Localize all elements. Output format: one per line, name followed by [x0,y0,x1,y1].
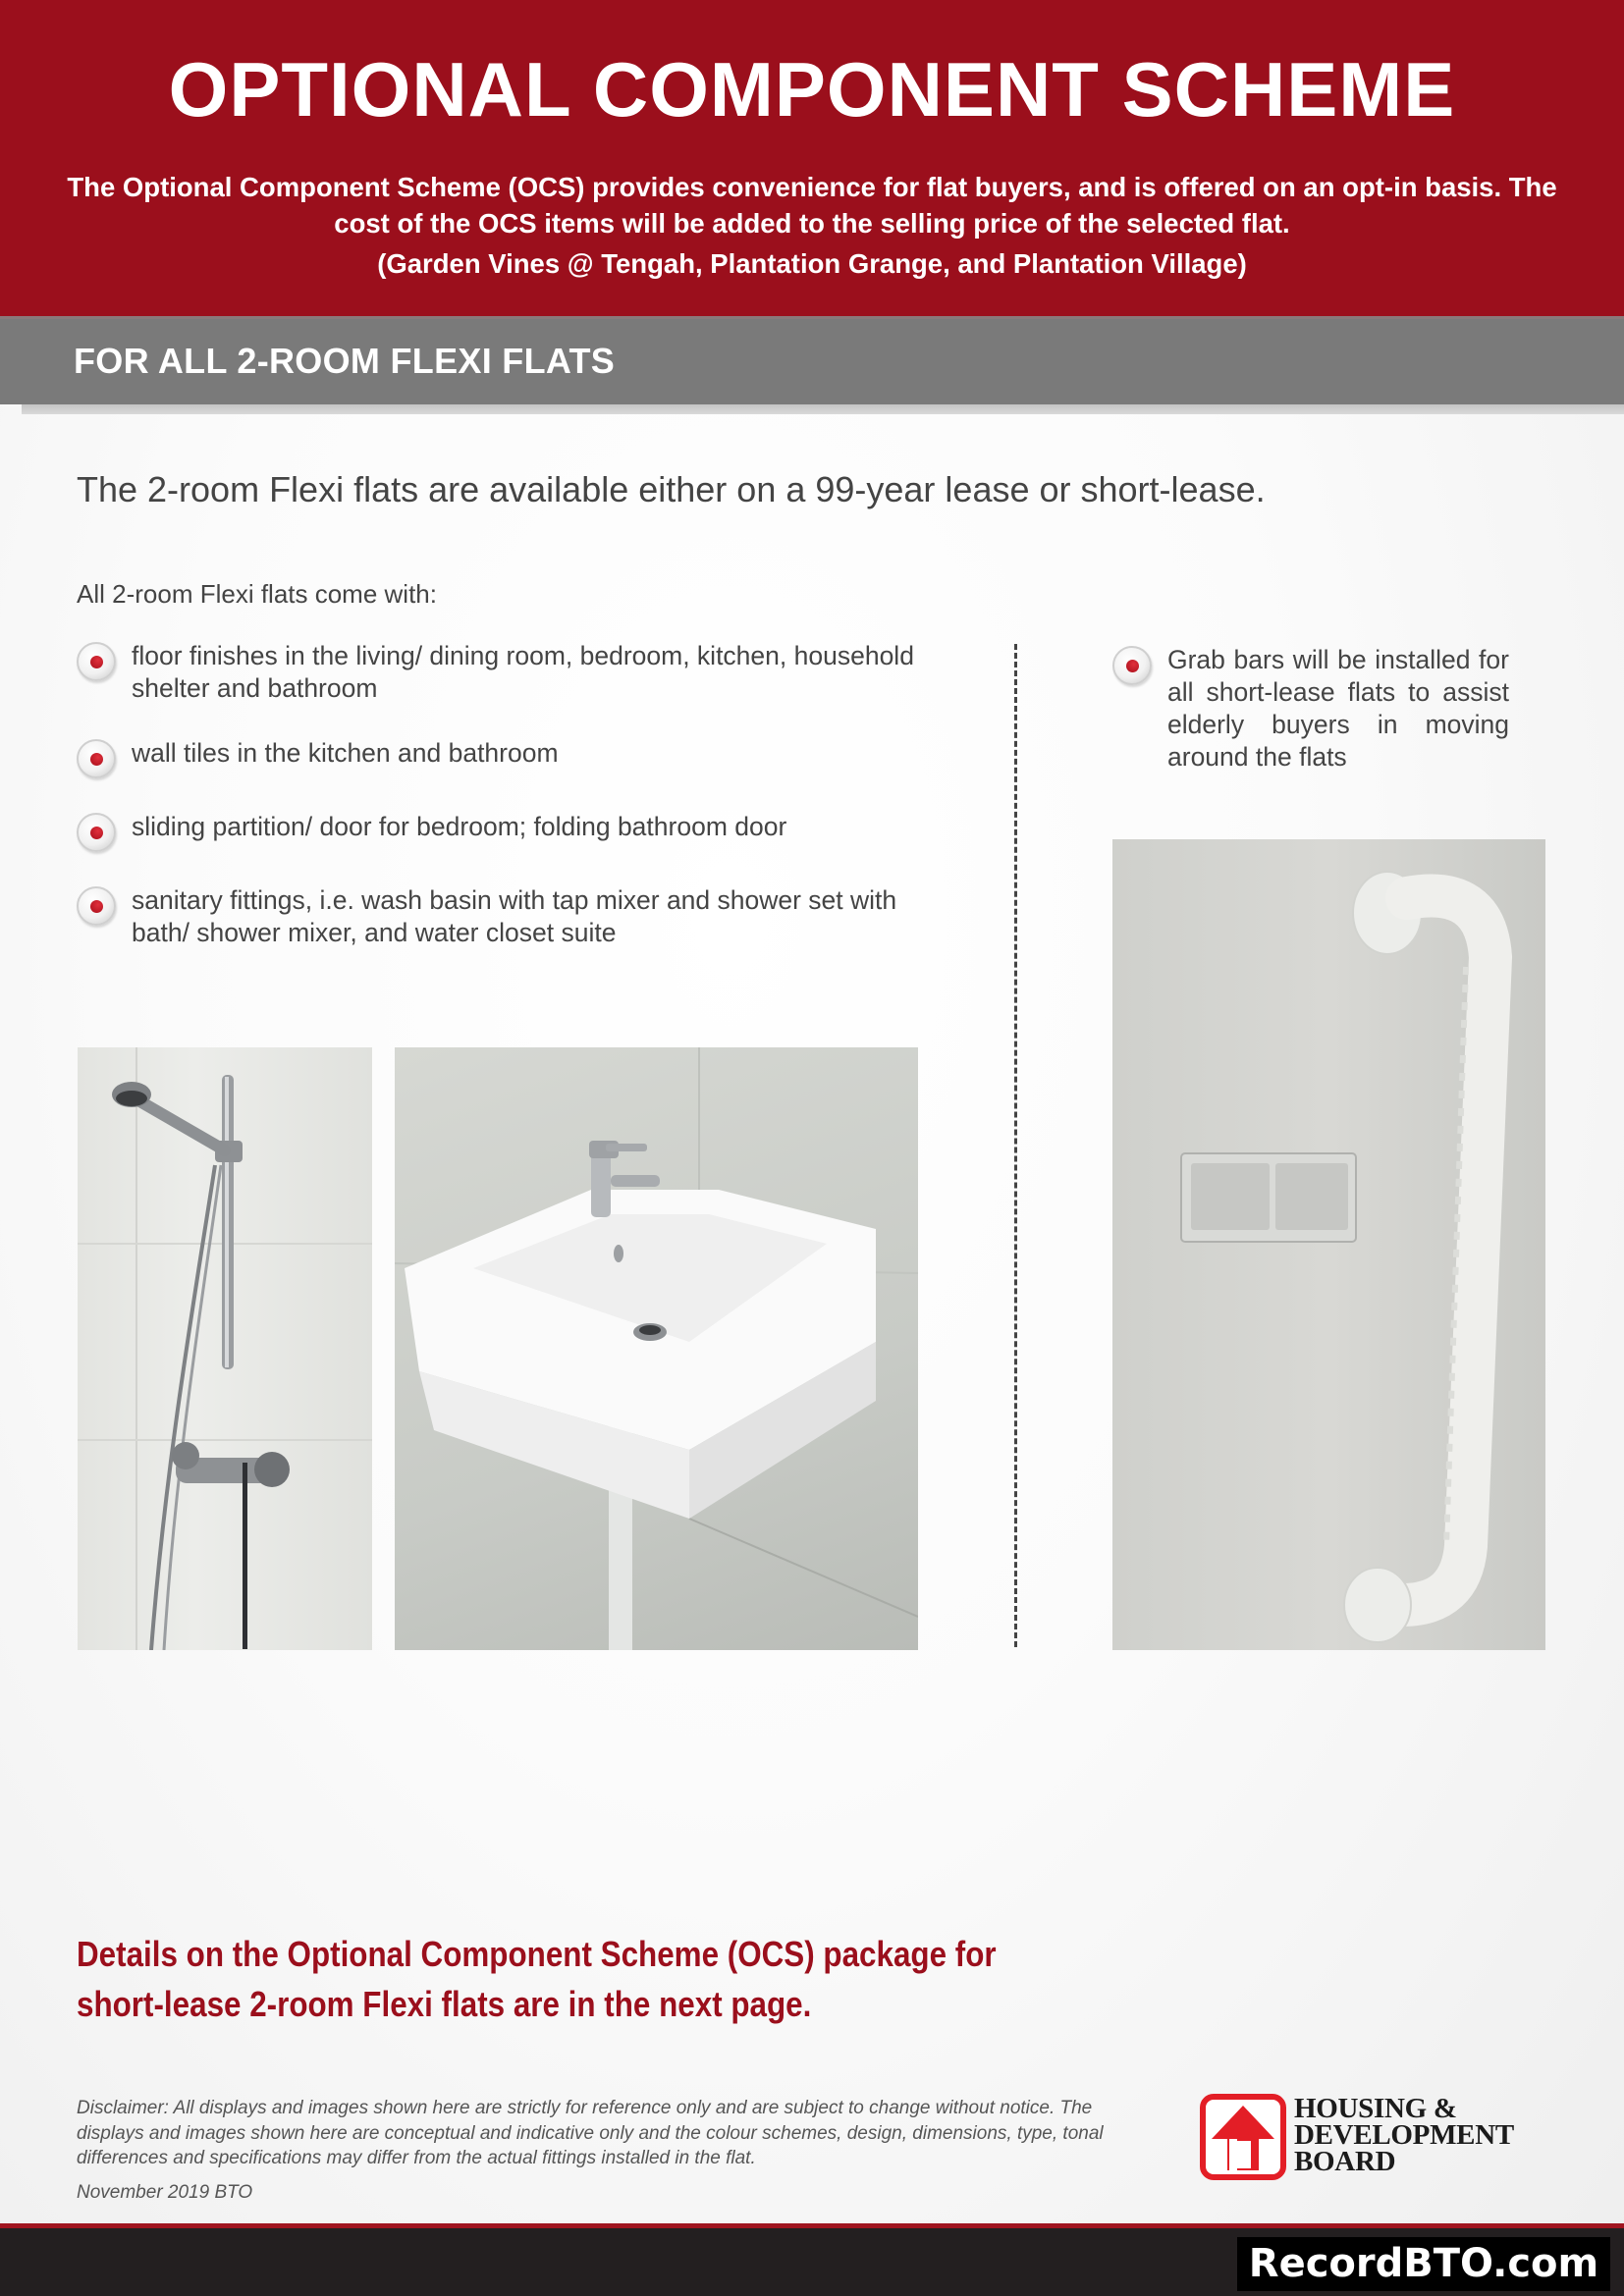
list-item-text: sanitary fittings, i.e. wash basin with tap mixer and shower set with bath/ shower mixer, and water closet suite [132,885,897,947]
red-dot-bullet-icon [1112,646,1152,685]
callout-line-1: Details on the Optional Component Scheme (OCS) package for [77,1934,997,1974]
watermark: RecordBTO.com [1237,2237,1610,2291]
hdb-wordmark [1294,2093,1514,2177]
red-dot-bullet-icon [77,739,116,778]
page-title: OPTIONAL COMPONENT SCHEME [168,46,1456,133]
header-banner [0,0,1624,316]
list-item [77,884,960,949]
dashed-divider [1014,644,1017,1647]
wash-basin-illustration [395,1047,918,1650]
grab-bar-note [1112,644,1509,774]
hdb-logo [1200,2094,1553,2182]
features-intro: All 2-room Flexi flats come with: [77,579,437,609]
features-list [77,640,960,982]
red-dot-bullet-icon [77,886,116,926]
list-item [1112,644,1509,774]
grab-bar-illustration [1112,839,1545,1650]
red-dot-bullet-icon [77,813,116,852]
list-item [77,737,960,778]
intro-text: The Optional Component Scheme (OCS) provides convenience for flat buyers, and is offered on an opt-in basis. The cost of the OCS items will be added to the selling price of the selected flat. [67,172,1557,239]
red-dot-bullet-icon [77,642,116,681]
section-heading: FOR ALL 2-ROOM FLEXI FLATS [74,341,616,381]
logo-line-2: DEVELOPMENT [1294,2119,1514,2151]
list-item [77,640,960,705]
section-band-shadow [22,404,1624,414]
logo-line-1: HOUSING & [1294,2093,1457,2124]
hdb-house-arrow-icon [1200,2094,1286,2180]
section-band [0,316,1624,404]
next-page-callout [77,1929,1005,2029]
list-item-text: floor finishes in the living/ dining room, bedroom, kitchen, household shelter and bathroom [132,641,914,703]
callout-line-2: short-lease 2-room Flexi flats are in the next page. [77,1984,812,2024]
list-item-text: sliding partition/ door for bedroom; folding bathroom door [132,812,787,841]
list-item-text: Grab bars will be installed for all short-lease flats to assist elderly buyers in moving around the flats [1167,645,1509,772]
shower-set-illustration [78,1047,372,1650]
lease-statement: The 2-room Flexi flats are available either on a 99-year lease or short-lease. [77,469,1266,509]
wash-basin-photo [395,1047,918,1650]
edition-label: November 2019 BTO [77,2182,253,2203]
developments-list: (Garden Vines @ Tengah, Plantation Grange, and Plantation Village) [377,248,1247,279]
grab-bar-photo [1112,839,1545,1650]
shower-set-photo [78,1047,372,1650]
logo-line-3: BOARD [1294,2146,1396,2177]
list-item-text: wall tiles in the kitchen and bathroom [132,738,559,768]
list-item [77,811,960,852]
disclaimer-text: Disclaimer: All displays and images shown here are strictly for reference only and are subject to change without notice. The displays and images shown here are conceptual and indicative only and the colour schemes, design, dimensions, type, tonal differences and specifications may differ from the actual fittings installed in the flat. [77,2098,1104,2168]
